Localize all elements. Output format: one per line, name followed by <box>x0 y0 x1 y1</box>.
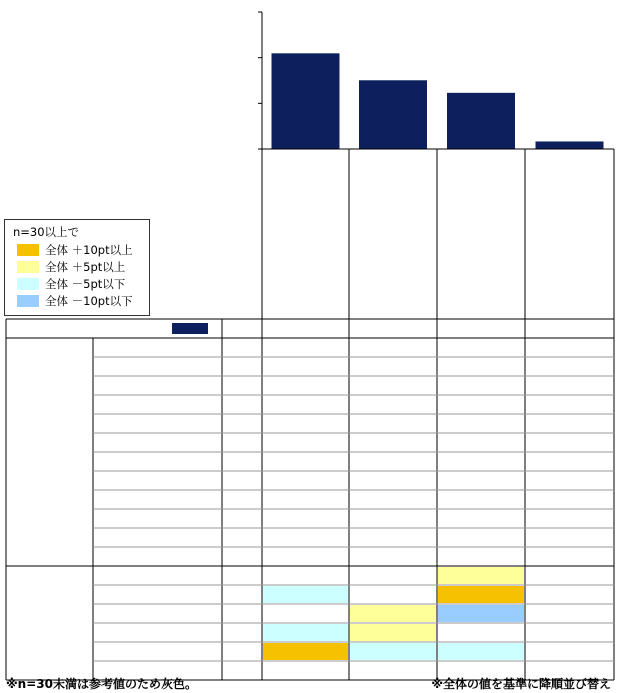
row-value <box>262 662 349 678</box>
row-value <box>437 339 525 355</box>
row-value <box>349 396 437 412</box>
row-value <box>525 358 614 374</box>
row-value <box>525 491 614 507</box>
row-n <box>222 586 262 602</box>
row-value <box>525 377 614 393</box>
row-value <box>262 358 349 374</box>
bar <box>359 80 427 149</box>
legend-swatch <box>17 261 39 273</box>
row-value <box>525 548 614 564</box>
row-n <box>222 453 262 469</box>
row-value <box>349 624 437 640</box>
row-n <box>222 339 262 355</box>
legend-swatch <box>17 295 39 307</box>
legend-item <box>17 259 125 275</box>
row-n <box>222 491 262 507</box>
footnote-left: ※n=30未満は参考値のため灰色。 <box>6 677 197 691</box>
row-value <box>349 434 437 450</box>
row-value <box>525 339 614 355</box>
row-value <box>525 624 614 640</box>
row-value <box>437 396 525 412</box>
legend-label: 全体 ＋5pt以上 <box>45 260 126 274</box>
row-value <box>262 605 349 621</box>
row-value <box>525 567 614 583</box>
row-value <box>349 358 437 374</box>
row-value <box>437 472 525 488</box>
row-value <box>262 377 349 393</box>
row-value <box>349 415 437 431</box>
row-value <box>262 624 349 640</box>
row-value <box>349 529 437 545</box>
row-value <box>262 396 349 412</box>
row-n <box>222 624 262 640</box>
row-value <box>437 320 525 336</box>
row-n <box>222 510 262 526</box>
bar <box>447 93 515 149</box>
row-value <box>437 358 525 374</box>
row-value <box>437 377 525 393</box>
row-n <box>222 662 262 678</box>
row-value <box>437 434 525 450</box>
row-value <box>437 605 525 621</box>
row-value <box>349 491 437 507</box>
row-value <box>262 491 349 507</box>
row-value <box>525 662 614 678</box>
footnote-right: ※全体の値を基準に降順並び替え <box>431 677 611 691</box>
row-value <box>437 643 525 659</box>
row-value <box>525 472 614 488</box>
row-n <box>222 358 262 374</box>
legend-swatch <box>17 244 39 256</box>
row-value <box>437 415 525 431</box>
row-value <box>349 377 437 393</box>
row-value <box>437 510 525 526</box>
row-value <box>349 662 437 678</box>
row-value <box>525 396 614 412</box>
row-value <box>437 453 525 469</box>
row-value <box>262 453 349 469</box>
row-n <box>222 605 262 621</box>
legend-title: n=30以上で <box>13 225 80 239</box>
row-value <box>262 320 349 336</box>
row-value <box>349 548 437 564</box>
row-value <box>262 567 349 583</box>
row-value <box>437 529 525 545</box>
row-value <box>437 662 525 678</box>
row-value <box>349 472 437 488</box>
bar <box>272 53 340 149</box>
row-value <box>437 567 525 583</box>
bar <box>536 141 604 149</box>
row-n <box>222 434 262 450</box>
row-n <box>222 377 262 393</box>
row-value <box>262 548 349 564</box>
row-value <box>262 643 349 659</box>
legend-label: 全体 －10pt以下 <box>45 294 133 308</box>
row-value <box>525 529 614 545</box>
row-value <box>262 434 349 450</box>
row-value <box>437 491 525 507</box>
row-value <box>349 510 437 526</box>
row-value <box>262 586 349 602</box>
row-value <box>525 415 614 431</box>
row-n <box>222 529 262 545</box>
row-n <box>222 396 262 412</box>
row-n <box>222 548 262 564</box>
legend-item <box>17 276 125 292</box>
row-value <box>349 320 437 336</box>
row-value <box>437 548 525 564</box>
legend-item <box>17 293 133 309</box>
row-value <box>262 510 349 526</box>
row-value <box>437 624 525 640</box>
row-n <box>222 472 262 488</box>
row-n <box>222 320 262 336</box>
row-value <box>525 605 614 621</box>
row-value <box>262 472 349 488</box>
total-swatch <box>172 323 208 334</box>
row-value <box>349 586 437 602</box>
row-value <box>525 586 614 602</box>
row-value <box>349 605 437 621</box>
legend-item <box>17 242 133 258</box>
row-value <box>525 510 614 526</box>
row-value <box>349 453 437 469</box>
row-value <box>525 434 614 450</box>
row-value <box>525 643 614 659</box>
row-value <box>262 415 349 431</box>
row-value <box>349 643 437 659</box>
row-n <box>222 415 262 431</box>
row-value <box>437 586 525 602</box>
legend <box>4 219 150 316</box>
row-value <box>262 339 349 355</box>
row-value <box>525 453 614 469</box>
row-value <box>525 320 614 336</box>
legend-label: 全体 ＋10pt以上 <box>45 243 133 257</box>
row-value <box>262 529 349 545</box>
row-value <box>349 567 437 583</box>
row-n <box>222 567 262 583</box>
legend-swatch <box>17 278 39 290</box>
row-value <box>349 339 437 355</box>
legend-label: 全体 －5pt以下 <box>45 277 126 291</box>
row-n <box>222 643 262 659</box>
